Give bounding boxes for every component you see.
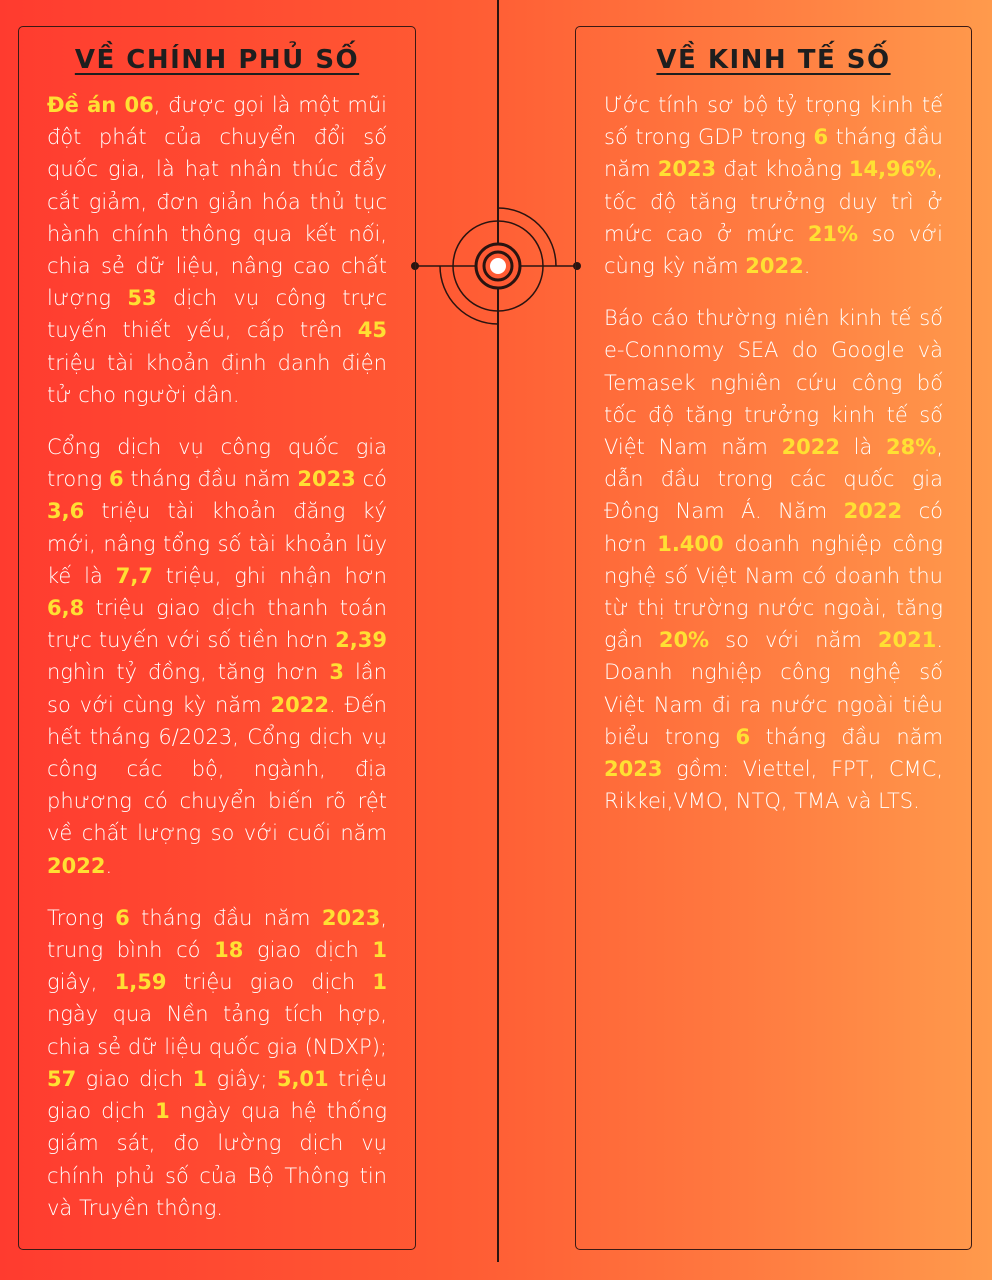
text-segment: là bbox=[840, 435, 887, 460]
text-segment: . bbox=[803, 254, 811, 279]
text-segment: Cổng dịch vụ công quốc gia trong bbox=[47, 435, 387, 492]
highlight-figure: 1 bbox=[372, 938, 388, 963]
paragraph bbox=[47, 431, 387, 882]
paragraph bbox=[604, 89, 943, 282]
text-segment: . Doanh nghiệp công nghệ số Việt Nam đi ra nước ngoài tiêu biểu trong bbox=[604, 628, 943, 749]
text-segment: . Đến hết tháng 6/2023, Cổng dịch vụ công các bộ, ngành, địa phương có chuyển biến rõ rệt về chất lượng so với cuối năm bbox=[47, 692, 387, 846]
highlight-figure: 3 bbox=[329, 660, 344, 685]
text-segment: có hơn bbox=[604, 499, 943, 556]
panel-title-digital-economy: VỀ KINH TẾ SỐ bbox=[656, 45, 891, 75]
text-segment: Trong bbox=[47, 905, 116, 930]
text-segment: so với cùng kỳ năm bbox=[604, 221, 943, 279]
highlight-figure: 2023 bbox=[297, 467, 356, 492]
text-segment: , được gọi là một mũi đột phát của chuyển đổi số quốc gia, là hạt nhân thúc đẩy cắt giảm, đơn giản hóa thủ tục hành chính thông qua kết nối, chia sẻ dữ liệu, nâng cao chất lượng bbox=[47, 93, 387, 311]
text-segment: giây; bbox=[207, 1066, 277, 1091]
text-segment: đạt khoảng bbox=[716, 157, 849, 182]
highlight-figure: 14,96% bbox=[848, 157, 937, 182]
highlight-figure: 1 bbox=[192, 1066, 208, 1091]
text-segment: lần so với cùng kỳ năm bbox=[47, 660, 387, 717]
text-segment: tháng đầu năm bbox=[604, 125, 943, 182]
text-segment: triệu giao dịch thanh toán trực tuyến với số tiền hơn bbox=[47, 596, 387, 653]
text-segment: , trung bình có bbox=[47, 905, 387, 963]
outer-arc-2 bbox=[440, 266, 498, 324]
text-segment: . bbox=[105, 853, 113, 878]
panel-title-digital-government: VỀ CHÍNH PHỦ SỐ bbox=[74, 45, 360, 75]
text-segment: nghìn tỷ đồng, tăng hơn bbox=[47, 660, 330, 685]
highlight-figure: 7,7 bbox=[115, 563, 153, 588]
text-segment: so với năm bbox=[709, 628, 878, 653]
highlight-figure: Đề án 06 bbox=[47, 93, 154, 117]
highlight-figure: 1.400 bbox=[657, 531, 724, 556]
highlight-figure: 2022 bbox=[270, 692, 329, 717]
highlight-figure: 1 bbox=[372, 970, 387, 995]
text-segment: tháng đầu năm bbox=[750, 724, 943, 749]
highlight-figure: 1,59 bbox=[114, 970, 167, 995]
text-segment: gồm: Viettel, FPT, CMC, Rikkei,VMO, NTQ, TMA và LTS. bbox=[604, 757, 943, 814]
highlight-figure: 45 bbox=[357, 318, 387, 343]
text-segment: giây, bbox=[47, 970, 115, 995]
text-segment: triệu, ghi nhận hơn bbox=[152, 563, 387, 588]
digital-economy-text bbox=[604, 89, 943, 837]
highlight-figure: 53 bbox=[127, 286, 157, 311]
highlight-figure: 2022 bbox=[781, 435, 841, 460]
highlight-figure: 2022 bbox=[843, 499, 903, 524]
text-segment: doanh nghiệp công nghệ số Việt Nam có doanh thu từ thị trường nước ngoài, tăng gần bbox=[604, 531, 943, 653]
text-segment: triệu giao dịch bbox=[166, 970, 373, 995]
highlight-figure: 2023 bbox=[321, 905, 381, 930]
text-segment: Báo cáo thường niên kinh tế số e-Connomy SEA do Google và Temasek nghiên cứu công bố tốc độ tăng trưởng kinh tế số Việt Nam năm bbox=[604, 306, 943, 460]
highlight-figure: 6 bbox=[108, 467, 124, 492]
highlight-figure: 1 bbox=[155, 1099, 170, 1124]
text-segment: dịch vụ công trực tuyến thiết yếu, cấp trên bbox=[47, 286, 387, 343]
digital-economy-panel bbox=[575, 26, 972, 1250]
highlight-figure: 57 bbox=[47, 1066, 77, 1091]
digital-government-text bbox=[47, 89, 387, 1244]
text-segment: có bbox=[355, 467, 388, 492]
text-segment: giao dịch bbox=[243, 938, 373, 963]
text-segment: ngày qua Nền tảng tích hợp, chia sẻ dữ liệu quốc gia (NDXP); bbox=[47, 1002, 387, 1059]
highlight-figure: 28% bbox=[886, 435, 937, 460]
highlight-figure: 2022 bbox=[745, 254, 804, 279]
highlight-figure: 18 bbox=[214, 938, 244, 963]
text-segment: , dẫn đầu trong các quốc gia Đông Nam Á. Năm bbox=[604, 435, 943, 524]
center-divider-line bbox=[497, 0, 499, 1262]
highlight-figure: 2023 bbox=[604, 757, 663, 782]
highlight-figure: 21% bbox=[807, 221, 859, 246]
highlight-figure: 2023 bbox=[657, 157, 717, 182]
paragraph bbox=[47, 902, 387, 1224]
text-segment: triệu tài khoản đăng ký mới, nâng tổng số tài khoản lũy kế là bbox=[47, 499, 387, 588]
highlight-figure: 6 bbox=[115, 905, 130, 930]
highlight-figure: 5,01 bbox=[276, 1066, 329, 1091]
paragraph bbox=[47, 89, 387, 411]
text-segment: giao dịch bbox=[76, 1066, 193, 1091]
text-segment: triệu giao dịch bbox=[47, 1066, 388, 1124]
highlight-figure: 2021 bbox=[877, 628, 937, 653]
text-segment: ngày qua hệ thống giám sát, đo lường dịch vụ chính phủ số của Bộ Thông tin và Truyền thông. bbox=[47, 1099, 387, 1220]
text-segment: , tốc độ tăng trưởng duy trì ở mức cao ở mức bbox=[604, 157, 944, 246]
text-segment: Ước tính sơ bộ tỷ trọng kinh tế số trong GDP trong bbox=[604, 93, 943, 150]
highlight-figure: 6 bbox=[813, 125, 829, 150]
text-segment: tháng đầu năm bbox=[129, 905, 322, 930]
outer-arc bbox=[498, 208, 556, 266]
text-segment: triệu tài khoản định danh điện tử cho người dân. bbox=[47, 350, 387, 407]
highlight-figure: 2,39 bbox=[335, 628, 387, 653]
paragraph bbox=[604, 302, 943, 817]
highlight-figure: 6,8 bbox=[47, 596, 85, 621]
highlight-figure: 20% bbox=[658, 628, 710, 653]
highlight-figure: 2022 bbox=[47, 853, 106, 878]
digital-government-panel bbox=[18, 26, 416, 1250]
highlight-figure: 6 bbox=[735, 724, 751, 749]
highlight-figure: 3,6 bbox=[47, 499, 85, 524]
text-segment: tháng đầu năm bbox=[123, 467, 298, 492]
